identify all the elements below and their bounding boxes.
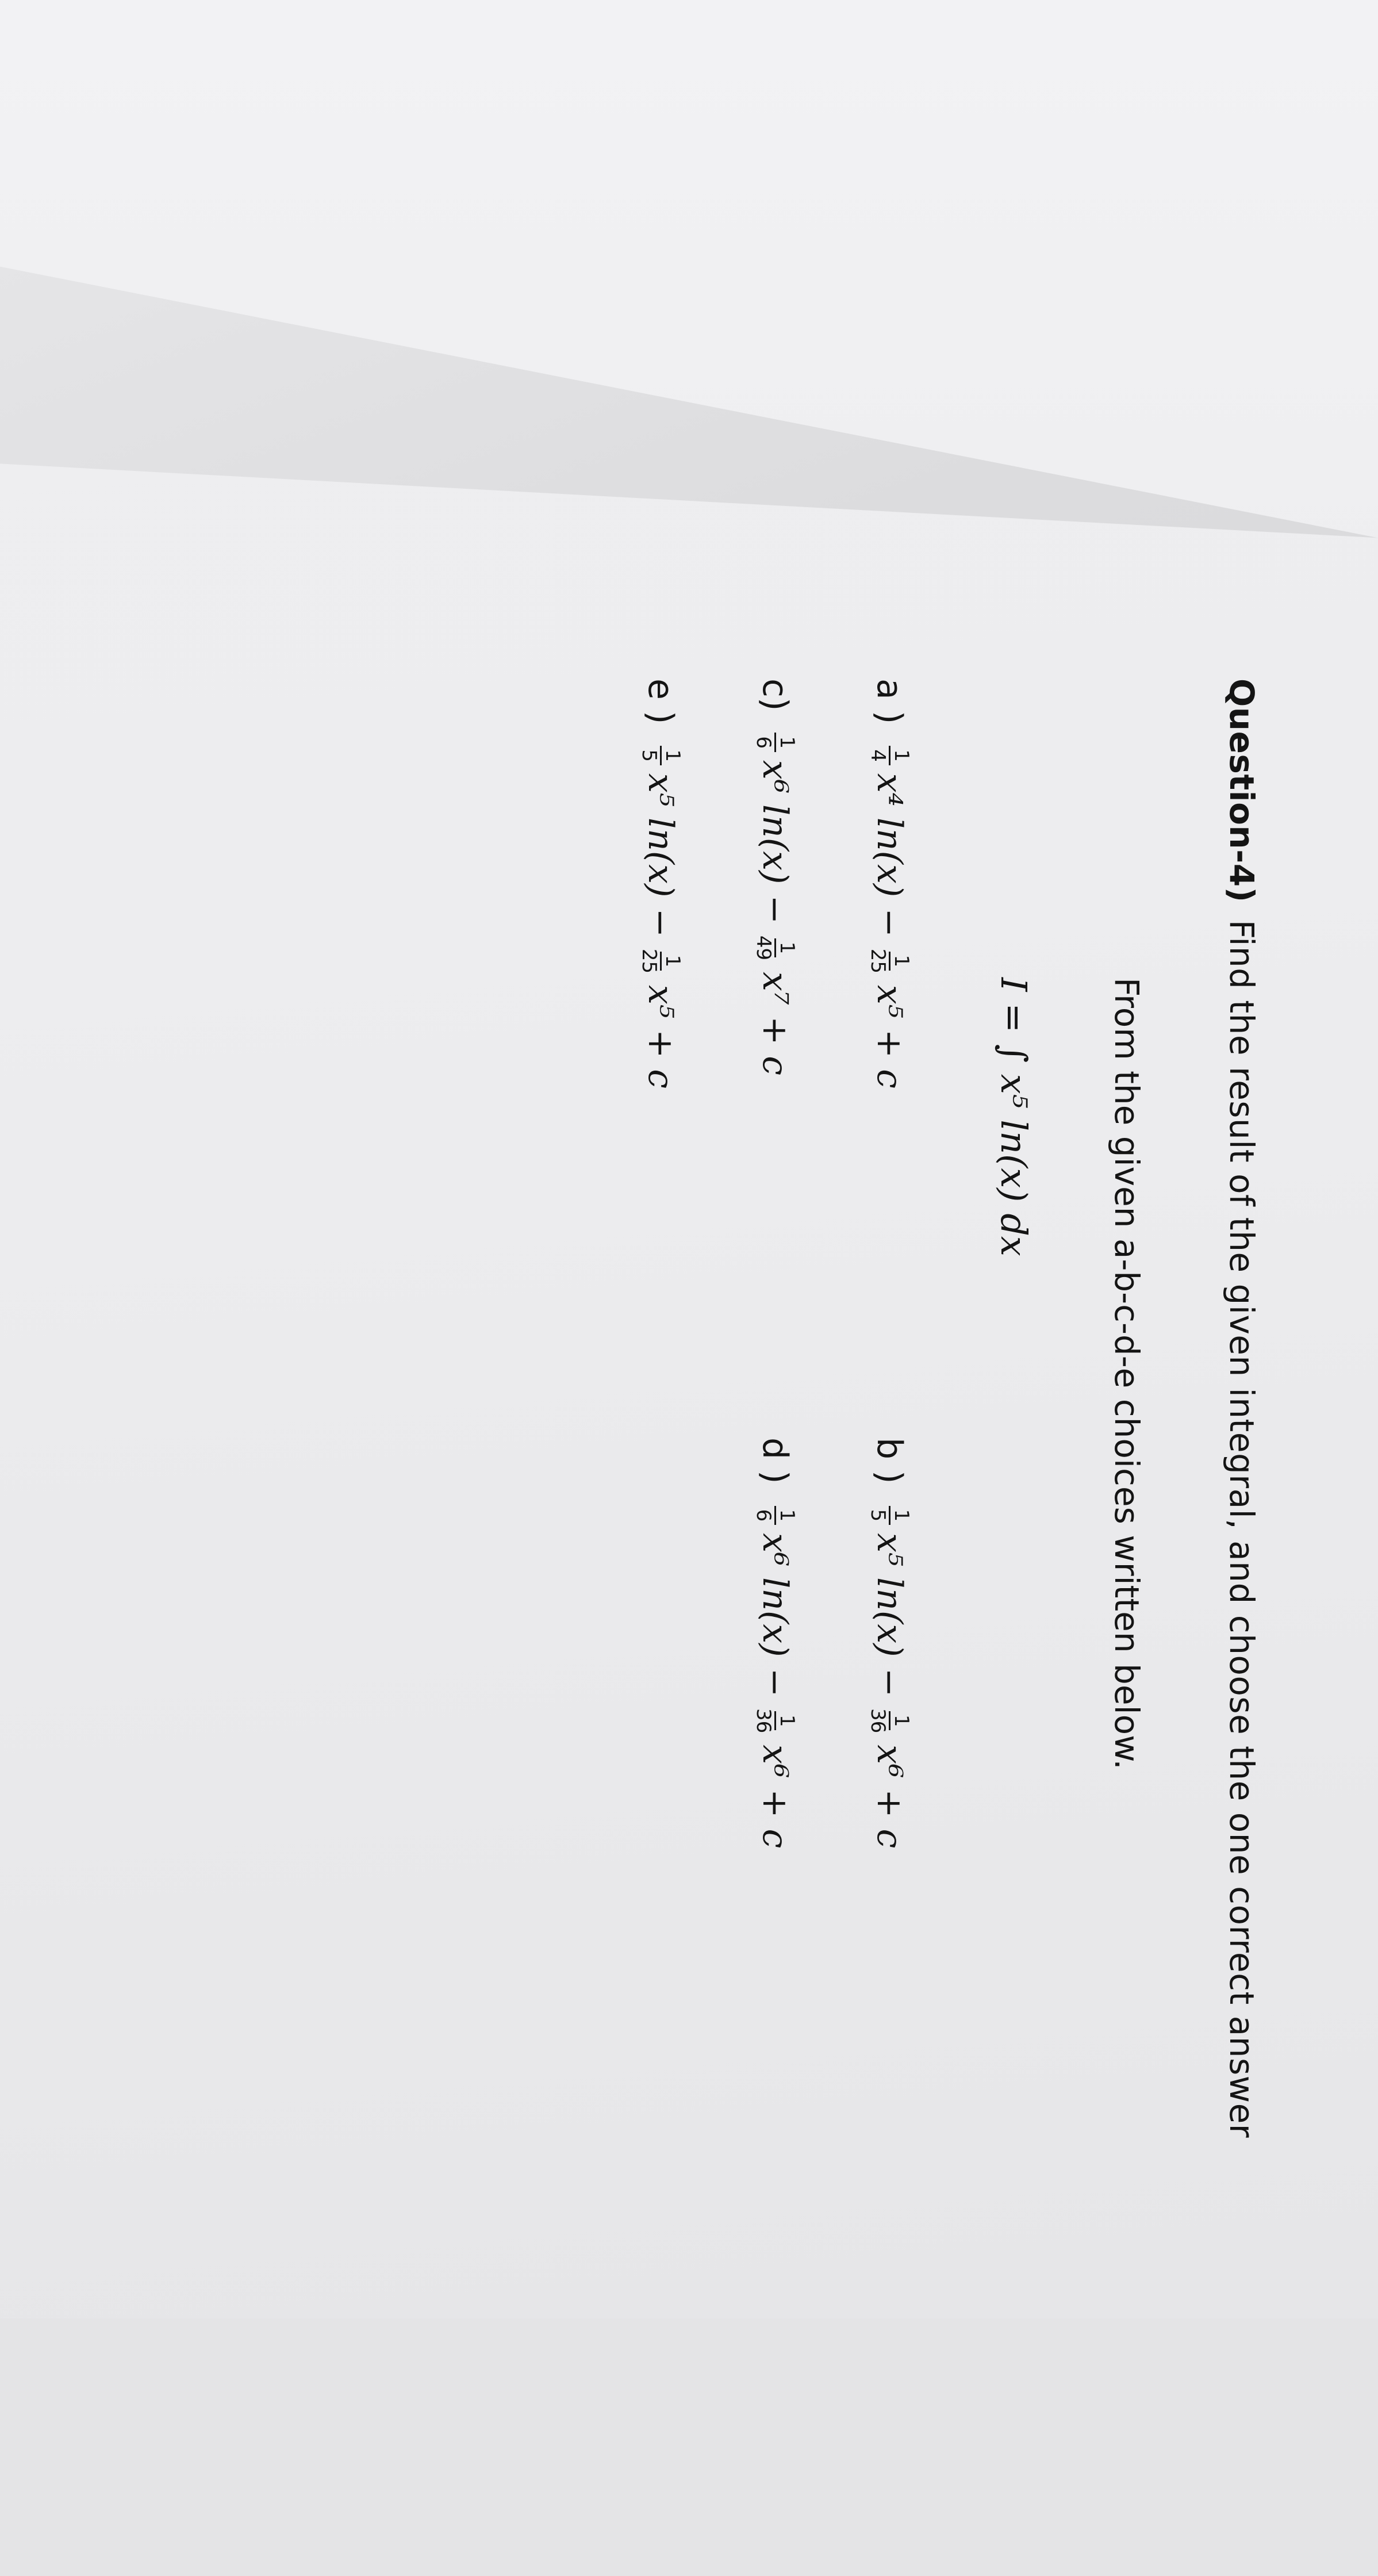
denominator: 5 xyxy=(638,749,661,762)
fraction xyxy=(867,1506,912,1525)
choice-term: x⁶ ln(x) − xyxy=(755,760,796,924)
choice-term: x⁶ + c xyxy=(869,1745,910,1849)
numerator: 1 xyxy=(889,1506,912,1525)
numerator: 1 xyxy=(774,733,798,752)
choice-term: x⁶ ln(x) − xyxy=(755,1533,796,1697)
fraction xyxy=(753,932,798,964)
denominator: 5 xyxy=(866,1509,889,1522)
answer-choices xyxy=(638,678,912,2576)
fraction xyxy=(638,945,684,977)
fraction xyxy=(867,945,912,977)
denominator: 6 xyxy=(752,736,775,749)
choice-row xyxy=(867,678,912,2576)
choice-term: x⁵ + c xyxy=(869,984,910,1088)
choice-label: d ) xyxy=(755,1438,796,1484)
instruction-text: From the given a-b-c-d-e choices written below. xyxy=(1107,977,1146,1770)
numerator: 1 xyxy=(889,952,912,971)
choice-label: e ) xyxy=(640,678,681,724)
choice-term: x⁵ + c xyxy=(640,985,681,1089)
choice-term: x⁵ ln(x) − xyxy=(869,1533,910,1697)
numerator: 1 xyxy=(660,952,684,971)
fraction xyxy=(867,1705,912,1736)
numerator: 1 xyxy=(774,1506,798,1525)
numerator: 1 xyxy=(889,746,912,765)
choice-term: x⁵ ln(x) − xyxy=(640,773,681,937)
question-prompt xyxy=(1219,678,1265,2576)
choice-e xyxy=(638,678,684,1438)
numerator: 1 xyxy=(660,746,684,765)
choice-term: x⁷ + c xyxy=(755,972,796,1076)
question-content xyxy=(230,678,1265,2576)
choice-label: b ) xyxy=(869,1438,910,1484)
numerator: 1 xyxy=(774,1711,798,1731)
question-text: Find the result of the given integral, and choose the one correct answer xyxy=(1222,919,1261,2138)
numerator: 1 xyxy=(889,1711,912,1731)
fraction xyxy=(753,1506,798,1525)
denominator: 25 xyxy=(866,948,889,973)
fraction xyxy=(753,733,798,752)
choice-term: x⁴ ln(x) − xyxy=(869,773,910,937)
question-label: Question-4) xyxy=(1222,678,1261,903)
choice-row xyxy=(753,678,798,2576)
fraction xyxy=(867,746,912,765)
denominator: 6 xyxy=(752,1509,775,1522)
denominator: 4 xyxy=(866,749,889,762)
choice-label: c) xyxy=(755,678,796,711)
fraction xyxy=(638,746,684,765)
choice-b xyxy=(867,1438,912,2196)
choice-a xyxy=(867,678,912,1438)
integral-expression: I = ∫ x⁵ ln(x) dx xyxy=(993,977,1035,1256)
fraction xyxy=(753,1705,798,1736)
choice-term: x⁶ + c xyxy=(755,1745,796,1849)
denominator: 49 xyxy=(752,935,775,961)
choice-row xyxy=(638,678,684,2576)
choice-d xyxy=(753,1438,798,2196)
choice-label: a ) xyxy=(869,678,910,724)
denominator: 36 xyxy=(752,1708,775,1734)
denominator: 25 xyxy=(638,948,661,974)
denominator: 36 xyxy=(866,1708,889,1734)
choice-c xyxy=(753,678,798,1438)
numerator: 1 xyxy=(774,938,798,958)
